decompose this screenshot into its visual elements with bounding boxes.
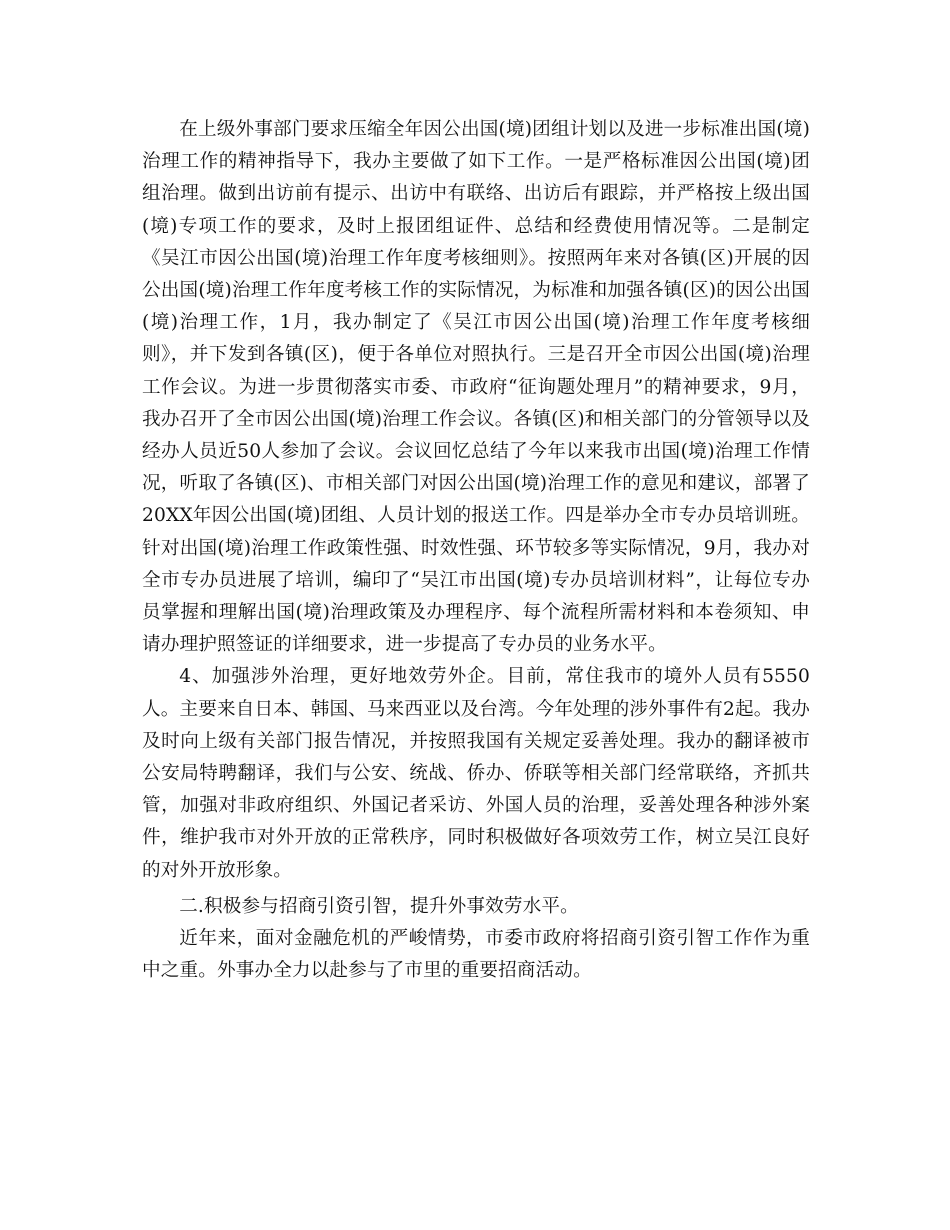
document-body — [142, 114, 810, 987]
paragraph-foreign-affairs-management: 4、加强涉外治理，更好地效劳外企。目前，常住我市的境外人员有5550人。主要来自日本、韩国、马来西亚以及台湾。今年处理的涉外事件有2起。我办及时向上级有关部门报告情况，并按照我国有关规定妥善处理。我办的翻译被市公安局特聘翻译，我们与公安、统战、侨办、侨联等相关部门经常联络，齐抓共管，加强对非政府组织、外国记者采访、外国人员的治理，妥善处理各种涉外案件，维护我市对外开放的正常秩序，同时积极做好各项效劳工作，树立吴江良好的对外开放形象。 — [142, 666, 811, 881]
paragraph-overseas-travel-management: 在上级外事部门要求压缩全年因公出国(境)团组计划以及进一步标准出国(境)治理工作的精神指导下，我办主要做了如下工作。一是严格标准因公出国(境)团组治理。做到出访前有提示、出访中有联络、出访后有跟踪，并严格按上级出国(境)专项工作的要求，及时上报团组证件、总结和经费使用情况等。二是制定《吴江市因公出国(境)治理工作年度考核细则》。按照两年来对各镇(区)开展的因公出国(境)治理工作年度考核工作的实际情况，为标准和加强各镇(区)的因公出国(境)治理工作，1月，我办制定了《吴江市因公出国(境)治理工作年度考核细则》，并下发到各镇(区)，便于各单位对照执行。三是召开全市因公出国(境)治理工作会议。为进一步贯彻落实市委、市政府“征询题处理月”的精神要求，9月，我办召开了全市因公出国(境)治理工作会议。各镇(区)和相关部门的分管领导以及经办人员近50人参加了会议。会议回忆总结了今年以来我市出国(境)治理工作情况，听取了各镇(区)、市相关部门对因公出国(境)治理工作的意见和建议，部署了20XX年因公出国(境)团组、人员计划的报送工作。四是举办全市专办员培训班。针对出国(境)治理工作政策性强、时效性强、环节较多等实际情况，9月，我办对全市专办员进展了培训，编印了“吴江市出国(境)专办员培训材料”，让每位专办员掌握和理解出国(境)治理政策及办理程序、每个流程所需材料和本卷须知、申请办理护照签证的详细要求，进一步提高了专办员的业务水平。 — [142, 119, 810, 656]
paragraph-investment-activities: 近年来，面对金融危机的严峻情势，市委市政府将招商引资引智工作作为重中之重。外事办全力以赴参与了市里的重要招商活动。 — [142, 928, 810, 982]
section-heading-investment: 二.积极参与招商引资引智，提升外事效劳水平。 — [179, 895, 579, 917]
